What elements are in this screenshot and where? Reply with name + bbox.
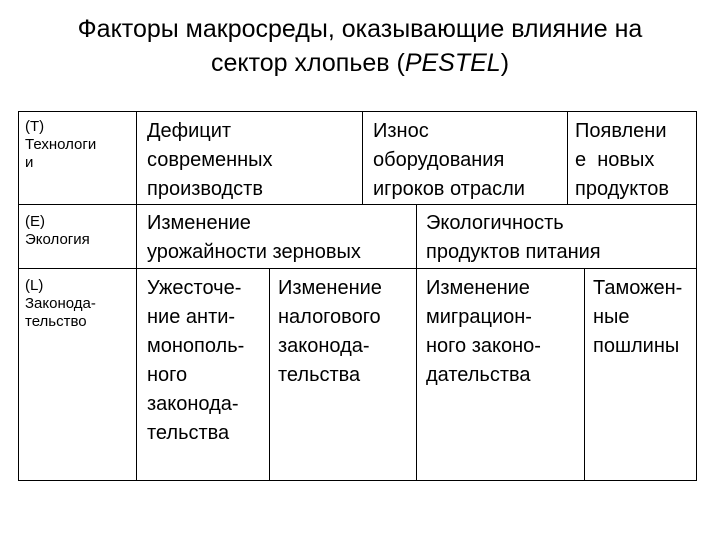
row-divider-1 [19,204,696,205]
eco-cell-1: Изменение урожайности зерновых [147,212,361,263]
tech-cell-3: Появлени е новых продуктов [575,120,669,200]
row-divider-2 [19,268,696,269]
leg-cell-1: Ужесточе- ние анти- монополь- ного законода- тельства [147,277,245,444]
row-label-legislation: (L) Законода- тельство [25,277,96,330]
leg-divider-3 [584,268,585,480]
tech-divider-2 [567,112,568,204]
leg-cell-4: Таможен- ные пошлины [593,277,683,357]
title-line-2 [0,46,720,80]
leg-divider-1 [269,268,270,480]
tech-cell-2: Износ оборудования игроков отрасли [373,120,525,200]
slide-title [0,12,720,80]
tech-divider-1 [362,112,363,204]
leg-cell-2: Изменение налогового законода- тельства [278,277,382,386]
label-column-divider [136,112,137,480]
tech-cell-1: Дефицит современных производств [147,120,273,200]
eco-cell-2: Экологичность продуктов питания [426,212,601,263]
leg-divider-2 [416,268,417,480]
pestel-table [18,111,697,481]
eco-divider-1 [416,204,417,268]
title-line-2-prefix: сектор хлопьев ( [210,49,405,77]
row-label-technology: (T) Технологи и [25,118,97,171]
row-label-ecology: (E) Экология [25,213,90,248]
title-line-1: Факторы макросреды, оказывающие влияние на [77,15,643,43]
title-pestel: PESTEL [404,49,501,77]
leg-cell-3: Изменение миграцион- ного законо- дательства [426,277,541,386]
title-line-2-suffix: ) [500,49,510,77]
